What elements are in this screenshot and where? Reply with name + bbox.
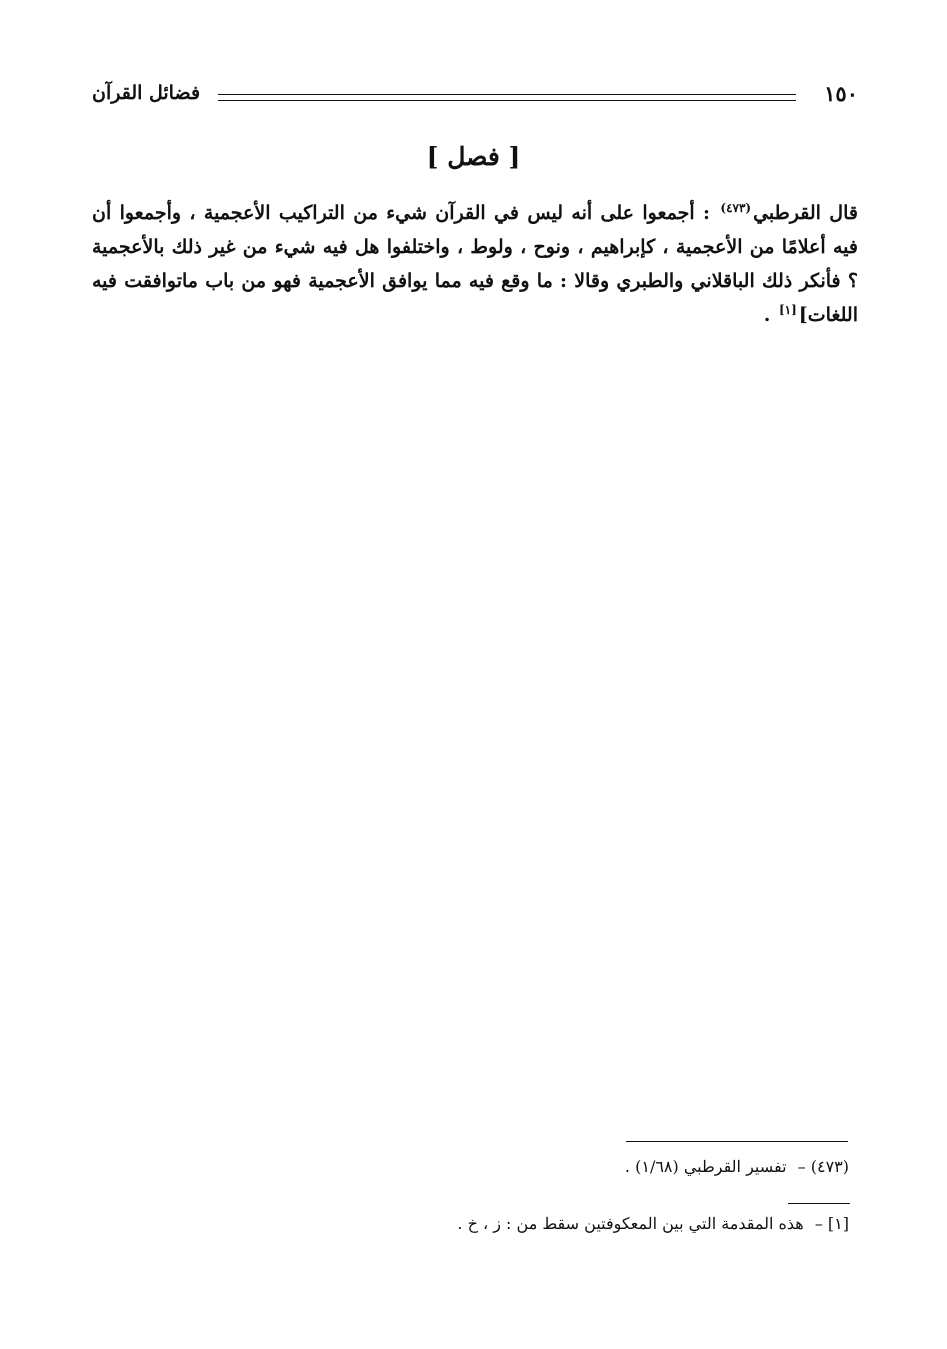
footnote-473 bbox=[625, 1157, 849, 1176]
page-number: ١٥٠ bbox=[824, 80, 858, 106]
footnote-marker: (٤٧٣) – bbox=[797, 1157, 849, 1176]
footnote-1 bbox=[457, 1214, 849, 1233]
body-text-part-2: : أجمعوا على أنه ليس في القرآن شيء من التراكيب الأعجمية ، وأجمعوا أن فيه أعلامًا من الأعجمية ، كإبراهيم ، ونوح ، ولوط ، واختلفوا هل فيه شيء من غير ذلك بالأعجمية ؟ فأنكر ذلك الباقلاني والطبري وقالا : ما وقع فيه مما يوافق الأعجمية فهو من باب ماتوافقت فيه اللغات bbox=[92, 202, 858, 326]
footnote-text: هذه المقدمة التي بين المعكوفتين سقط من : ز ، خ . bbox=[457, 1214, 804, 1233]
footnote-separator-2 bbox=[788, 1203, 850, 1204]
footnote-text: تفسير القرطبي (١/٦٨) . bbox=[624, 1157, 787, 1176]
body-text-part-3: . bbox=[763, 304, 777, 326]
section-heading: [ فصل ] bbox=[426, 142, 521, 171]
footnote-marker: [١] – bbox=[814, 1214, 849, 1233]
footnote-reference-473: (٤٧٣) bbox=[720, 200, 752, 215]
header-rule bbox=[218, 94, 796, 101]
body-paragraph bbox=[92, 196, 858, 332]
closing-bracket: ] bbox=[798, 304, 808, 326]
page-header bbox=[92, 78, 858, 108]
footnote-separator-1 bbox=[626, 1141, 848, 1142]
body-text-part-1: قال القرطبي bbox=[753, 202, 858, 224]
running-title: فضائل القرآن bbox=[92, 82, 201, 104]
footnote-reference-1: [١] bbox=[778, 302, 797, 317]
